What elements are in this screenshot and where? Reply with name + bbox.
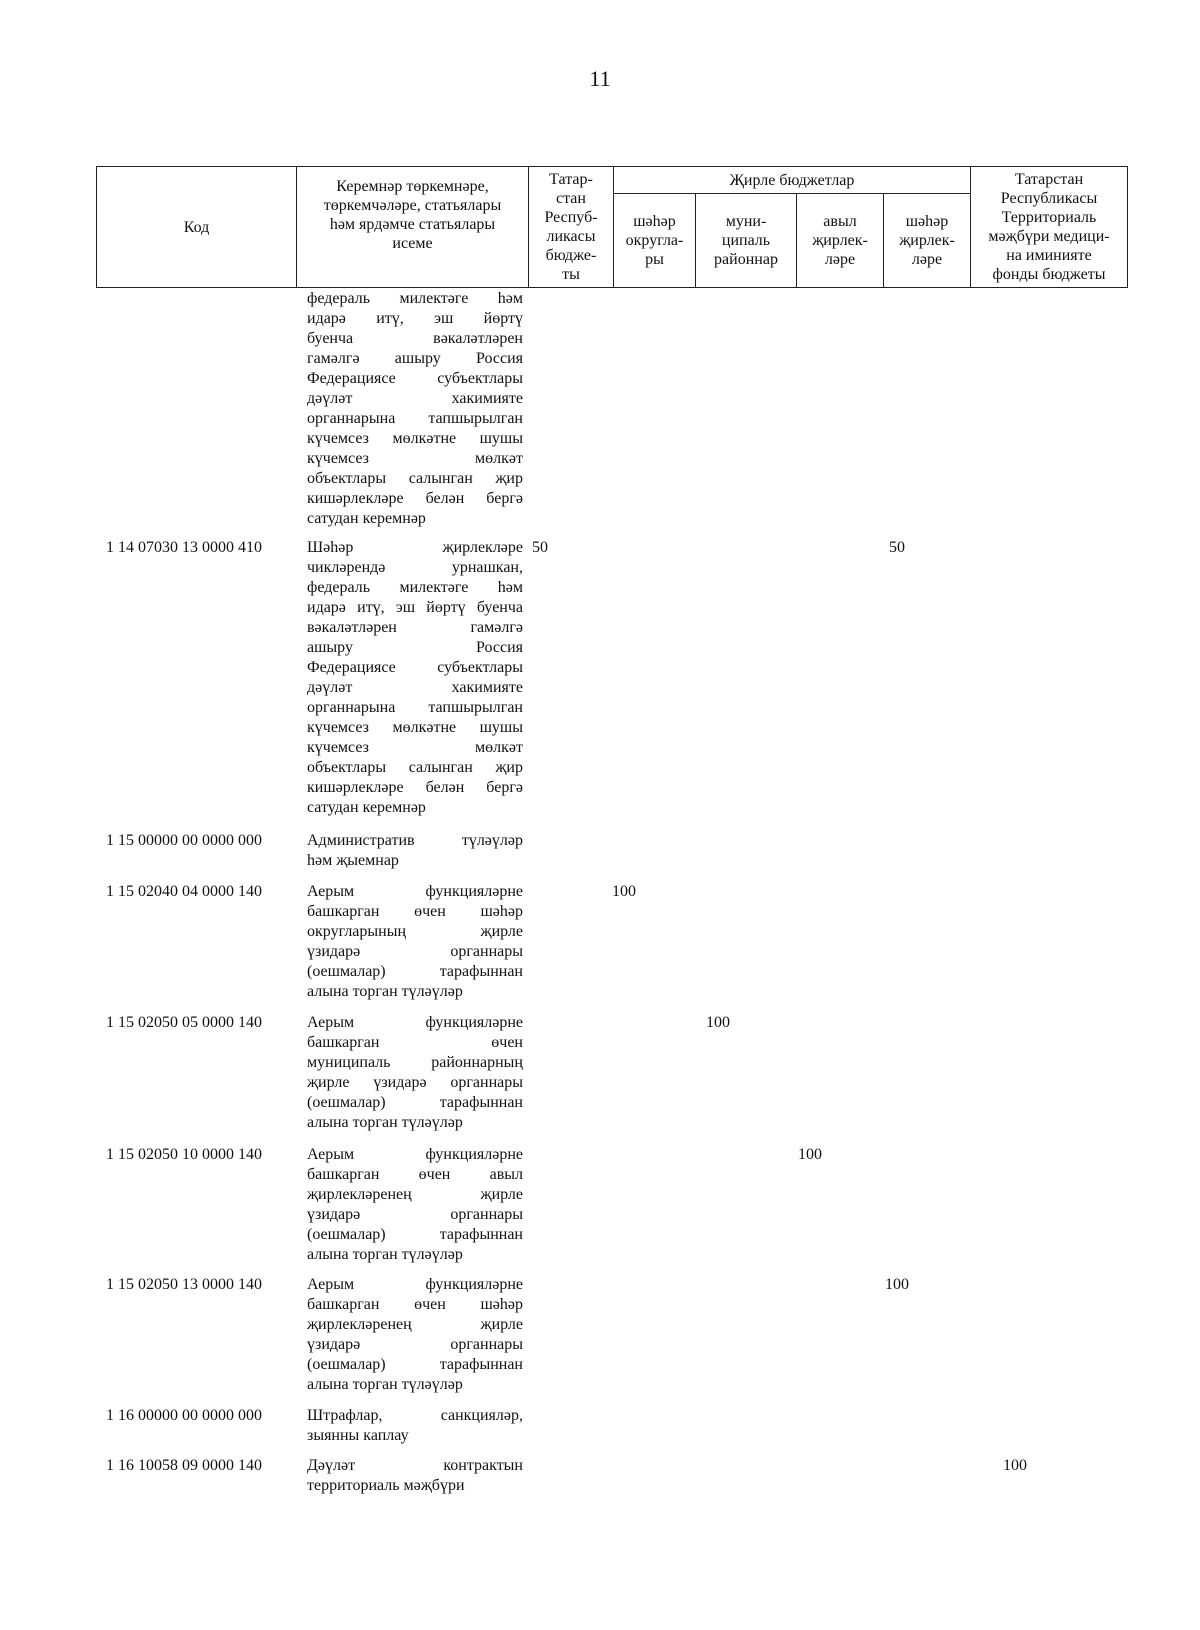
row-code: 1 16 00000 00 0000 000 [106,1407,262,1424]
row-name-line: (оешмалар) тарафыннан [307,963,523,980]
row-name-line: (оешмалар) тарафыннан [307,1356,523,1373]
row-name-line: кишәрлекләре белән бергә [307,490,523,507]
row-name-line: чикләрендә урнашкан, [307,559,523,576]
header-municipal-districts: муни- ципаль районнар [695,193,797,288]
row-name-line: Федерациясе субъектлары [307,659,523,676]
row-name-line: алына торган түләүләр [307,1246,463,1263]
row-name-line: үзидарә органнары [307,1206,523,1223]
row-code: 1 14 07030 13 0000 410 [106,539,262,556]
row-name-line: башкарган өчен авыл [307,1166,523,1183]
value-rt: 50 [532,539,548,556]
row-name-line: үзидарә органнары [307,1336,523,1353]
row-name-line: башкарган өчен [307,1034,523,1051]
row-name-line: дәүләт хакимияте [307,390,523,407]
row-name [307,1145,523,1265]
row-name [307,538,523,818]
header-tfoms: Татарстан Республикасы Территориаль мәҗбүри медици- на иминияте фонды бюджеты [970,166,1128,288]
row-name-line: Аерым функцияләрне [307,1276,523,1293]
row-name [307,1456,523,1496]
row-name-line: җирлекләренең җирле [307,1316,523,1333]
row-name-line: Аерым функцияләрне [307,1014,523,1031]
row-name-line: Дәүләт контрактын [307,1457,523,1474]
row-name-line: алына торган түләүләр [307,1376,463,1393]
row-name-line: зыянны каплау [307,1427,409,1444]
header-city-districts: шәһәр округла- ры [613,193,696,288]
row-name-line: органнарына тапшырылган [307,410,523,427]
row-name-line: гамәлгә ашыру Россия [307,350,523,367]
value-municipal: 100 [706,1014,730,1031]
row-name-line: сатудан керемнәр [307,510,426,527]
page-number: 11 [589,66,611,91]
row-name-line: вәкаләтләрен гамәлгә [307,619,523,636]
row-code: 1 16 10058 09 0000 140 [106,1457,262,1474]
row-name-line: объектлары салынган җир [307,759,523,776]
row-name-line: сатудан керемнәр [307,799,426,816]
header-rural-settlements: авыл җирлек- ләре [796,193,884,288]
row-code: 1 15 02040 04 0000 140 [106,883,262,900]
row-name-line: (оешмалар) тарафыннан [307,1226,523,1243]
row-name-line: күчемсез мөлкәт [307,450,523,467]
row-name-line: башкарган өчен шәһәр [307,1296,523,1313]
row-code: 1 15 02050 05 0000 140 [106,1014,262,1031]
row-name-line: идарә итү, эш йөртү буенча [307,599,523,616]
row-name [307,882,523,1002]
header-tatarstan-budget: Татар- стан Респуб- ликасы бюдже- ты [528,166,614,288]
row-name-line: алына торган түләүләр [307,983,463,1000]
value-urban: 50 [889,539,905,556]
row-name-line: күчемсез мөлкәтне шушы [307,430,523,447]
row-name-line: (оешмалар) тарафыннан [307,1094,523,1111]
row-name-line: федераль милектәге һәм [307,290,523,307]
row-name-line: ашыру Россия [307,639,523,656]
row-name-line: Федерациясе субъектлары [307,370,523,387]
row-name-line: җирлекләренең җирле [307,1186,523,1203]
row-name [307,1013,523,1133]
header-name: Керемнәр төркемнәре, төркемчәләре, статьялары һәм ярдәмче статьялары исеме [296,166,529,288]
row-name-line: кишәрлекләре белән бергә [307,779,523,796]
row-name-line: күчемсез мөлкәт [307,739,523,756]
value-tfoms: 100 [1003,1457,1027,1474]
header-urban-settlements: шәһәр җирлек- ләре [883,193,971,288]
row-name-line: алына торган түләүләр [307,1114,463,1131]
value-urban: 100 [885,1276,909,1293]
row-name-line: идарә итү, эш йөртү [307,310,523,327]
table-header [96,166,1128,288]
row-name [307,1406,523,1446]
value-city: 100 [612,883,636,900]
row-name-line: дәүләт хакимияте [307,679,523,696]
header-local-budgets: Җирле бюджетлар [613,166,971,194]
row-name-line: Аерым функцияләрне [307,883,523,900]
row-name-line: Аерым функцияләрне [307,1146,523,1163]
row-name-line: җирле үзидарә органнары [307,1074,523,1091]
row-name-line: күчемсез мөлкәтне шушы [307,719,523,736]
row-name-line: Штрафлар, санкцияләр, [307,1407,523,1424]
row-name-line: округларының җирле [307,923,523,940]
header-code: Код [96,166,297,288]
row-name-line: объектлары салынган җир [307,470,523,487]
row-name-line: муниципаль районнарның [307,1054,523,1071]
row-name-line: органнарына тапшырылган [307,699,523,716]
row-name-line: буенча вәкаләтләрен [307,330,523,347]
row-name-line: һәм җыемнар [307,852,399,869]
row-code: 1 15 00000 00 0000 000 [106,832,262,849]
row-name-line: Шәһәр җирлекләре [307,539,523,556]
row-code: 1 15 02050 10 0000 140 [106,1146,262,1163]
row-name-line: федераль милектәге һәм [307,579,523,596]
row-name [307,831,523,871]
row-name-line: үзидарә органнары [307,943,523,960]
row-name-line: башкарган өчен шәһәр [307,903,523,920]
row-name-line: Административ түләүләр [307,832,523,849]
value-rural: 100 [798,1146,822,1163]
row-code: 1 15 02050 13 0000 140 [106,1276,262,1293]
row-name [307,1275,523,1395]
row-name-line: территориаль мәҗбүри [307,1477,465,1494]
row-name [307,289,523,529]
